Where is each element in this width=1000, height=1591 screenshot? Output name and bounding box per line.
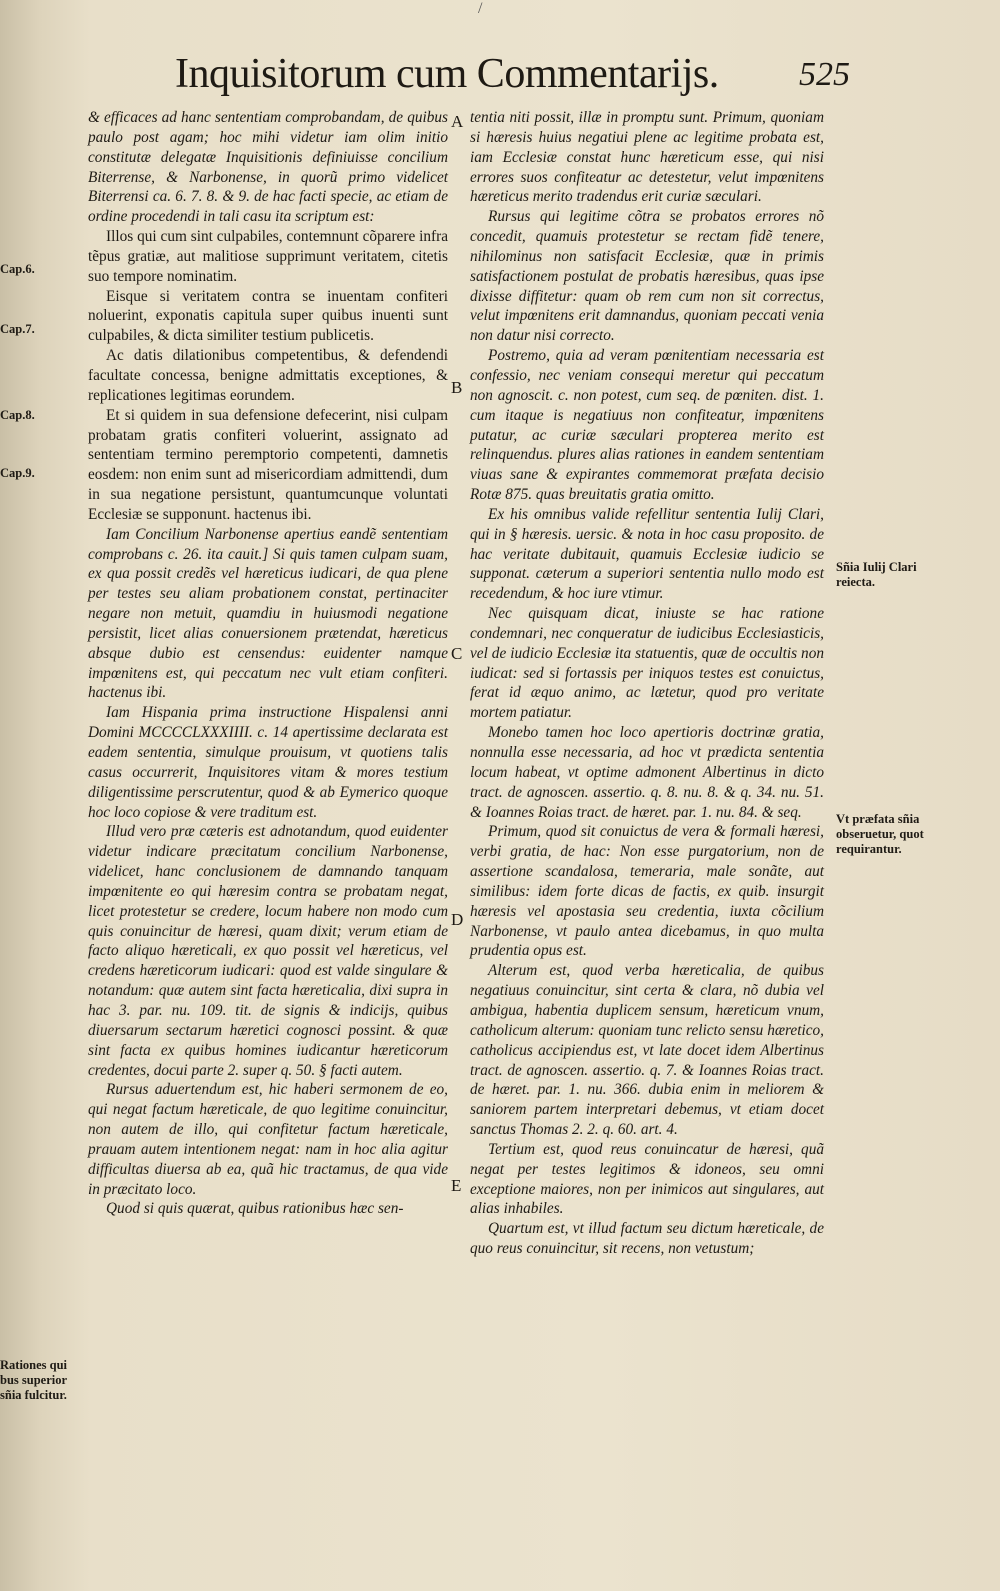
right-text-column xyxy=(470,108,824,1259)
paragraph: tentia niti possit, illæ in promptu sunt. Primum, quoniam si hæresis huius negatiui plene ac legitime probata est, iam Ecclesiæ constat hunc hæreticum esse, qui nisi errores suos confiteatur ac detestetur, velut impœnitens hæreticus merito tradendus erit curiæ sæculari. xyxy=(470,109,824,206)
paragraph: Rursus aduertendum est, hic haberi sermonem de eo, qui negat factum hæreticale, de quo legitime conuincitur, non autem de illo, qui confitetur factum hæreticale, prauam autem intentionem negat: nam in hoc alia agitur difficultas diuersa ab ea, quã hic tractamus, de qua vide in præcitato loco. xyxy=(88,1081,448,1198)
paragraph: Illos qui cum sint culpabiles, contemnunt cõparere infra tẽpus gratiæ, aut malitiose supprimunt veritatem, citetis suo tempore nominatim. xyxy=(88,228,448,285)
paragraph: Quartum est, vt illud factum seu dictum hæreticale, de quo reus conuincitur, sit recens, non vetustum; xyxy=(470,1220,824,1258)
margin-note-sententia-iulii: Sñia Iulij Clari reiecta. xyxy=(836,560,917,589)
paragraph: Iam Concilium Narbonense apertius eandẽ sententiam comprobans c. 26. ita cauit.] Si quis tamen culpam suam, ex qua possit credẽs vel hæreticus iudicari, de qua plene per testes seu aliam probationem constat, pertinaciter negare non metuit, quamdiu in huiusmodi negatione persistit, licet alias conuersionem prætendat, hæreticus absque dubio est censendus: euidenter namque impœnitens est, qui peccatum nec vult etiam confiteri. hactenus ibi. xyxy=(88,525,448,702)
paragraph: Iam Hispania prima instructione Hispalensi anni Domini MCCCCLXXXIIII. c. 14 apertissime declarata est eadem sententia, simulque prouisum, vt quotiens talis casus occurrerit, Inquisitores vitam & mores testium diligentissime perscrutentur, quod & ab Eymerico quoque hoc loco copiose & vere traditum est. xyxy=(88,704,448,821)
paragraph: Ex his omnibus valide refellitur sententia Iulij Clari, qui in § hæresis. uersic. & nota in hoc casu proposito. de hac veritate dubitauit, quamuis Ecclesiæ iudicio se supponat. cæterum a superiori sententia nullo modo est recedendum, & hoc iure vtimur. xyxy=(470,505,824,603)
margin-note-cap8: Cap.8. xyxy=(0,408,35,422)
paragraph: Tertium est, quod reus conuincatur de hæresi, quã negat per testes legitimos & idoneos, seu omni exceptione maiores, non per inimicos aut singulares, aut alias inhabiles. xyxy=(470,1140,824,1218)
paragraph: Ac datis dilationibus competentibus, & defendendi facultate concessa, benigne admittatis exceptiones, & replicationes legitimas eorundem. xyxy=(88,347,448,404)
left-text-column xyxy=(88,108,448,1219)
paragraph: Nec quisquam dicat, iniuste se hac ratione condemnari, nec conqueratur de iudicibus Ecclesiasticis, vel de iudicio Ecclesiæ ita statuentis, quæ de occultis non iudicat: sed si fortassis per iniquos testes est conuictus, ferat id æquo animo, ac lætetur, quod pro veritate mortem patiatur. xyxy=(470,605,824,722)
section-letter-b: B xyxy=(451,378,463,397)
margin-note-cap9: Cap.9. xyxy=(0,466,35,480)
top-mark: / xyxy=(478,0,483,17)
page-number: 525 xyxy=(799,56,850,93)
running-header xyxy=(170,50,850,110)
paragraph: Primum, quod sit conuictus de vera & formali hæresi, verbi gratia, de hac: Non esse purgatorium, non de assertione scandalosa, temeraria, male sonãte, aut similibus: idem forte dicas de factis, ex quib. insurgit hæresis vel apostasia seu credentia, iuxta cõcilium Narbonense, vt paulo antea dicebamus, in quo multa prudentia opus est. xyxy=(470,823,824,960)
paragraph: & efficaces ad hanc sententiam comprobandam, de quibus paulo post agam; hoc mihi videtur iam olim initio constitutæ delegatæ Inquisitionis definiuisse concilium Biterrense, & Narbonense, in quorũ primo videlicet Biterrensi ca. 6. 7. 8. & 9. de hac facti specie, ac etiam de ordine procedendi in tali casu ita scriptum est: xyxy=(88,109,448,226)
paragraph: Eisque si veritatem contra se inuentam confiteri noluerint, exponatis capitula super quibus inuenti sunt culpabiles, & dicta similiter testium publicetis. xyxy=(88,287,448,345)
paragraph: Illud vero præ cæteris est adnotandum, quod euidenter videtur indicare præcitatum concilium Narbonense, videlicet, hanc conclusionem de damnando tanquam impœnitente eo qui hæresim contra se probatam negat, licet protestetur se credere, locum habere non modo cum quis conuincitur de hæresi, quam dixit; verum etiam de facto aliquo hæreticali, ex quo possit vel hæreticus, vel credens hæreticorum iudicari: quod est valde singulare & notandum: quæ autem sint facta hæreticalia, dixi supra in hac 3. par. nu. 109. tit. de signis & indicijs, quibus diuersarum sectarum hæretici cognosci possint. & quæ sint facta ex quibus homines iudicantur hæreticorum credentes, docui parte 2. super q. 50. § facti autem. xyxy=(88,823,448,1079)
section-letter-c: C xyxy=(451,644,463,663)
paragraph: Et si quidem in sua defensione defecerint, nisi culpam probatam gratis confiteri voluerint, assignato ad sententiam termino peremptorio competenti, damnetis eosdem: non enim sunt ad misericordiam admittendi, dum in sua negatione persistunt, quantumcunque voluntati Ecclesiæ se supponunt. hactenus ibi. xyxy=(88,406,448,523)
running-title: Inquisitorum cum Commentarijs. xyxy=(175,51,719,97)
section-letter-e: E xyxy=(451,1176,462,1195)
margin-note-cap6: Cap.6. xyxy=(0,262,35,276)
margin-note-rationes: Rationes qui bus superior sñia fulcitur. xyxy=(0,1358,68,1402)
section-letter-a: A xyxy=(451,112,464,131)
section-letter-d: D xyxy=(451,910,464,929)
margin-note-cap7: Cap.7. xyxy=(0,322,35,336)
paragraph: Postremo, quia ad veram pœnitentiam necessaria est confessio, nec veniam consequi meretur qui peccatum non agnoscit. c. non potest, cum seq. de pœniten. dist. 1. cum itaque is negatiuus non confiteatur, impœnitens putatur, ac curiæ sæculari propterea merito est relinquendus. plures alias rationes in eandem sententiam viuas sane & expirantes commemorat præfata decisio Rotæ 875. quas breuitatis gratia omitto. xyxy=(470,347,824,504)
paragraph: Quod si quis quærat, quibus rationibus hæc sen- xyxy=(106,1200,404,1218)
paragraph: Monebo tamen hoc loco apertioris doctrinæ gratia, nonnulla esse necessaria, ad hoc vt prædicta sententia locum habeat, vt optime admonent Albertinus in dicto tract. de agnoscen. assertio. q. 8. nu. 8. & q. 34. nu. 51. & Ioannes Roias tract. de hæret. par. 1. nu. 84. & seq. xyxy=(470,724,824,821)
paragraph: Rursus qui legitime cõtra se probatos errores nõ concedit, quamuis protestetur se rectam fidẽ tenere, nihilominus non satisfacit Ecclesiæ, quæ in primis satisfactionem postulat de probatis hæresibus, quas ipse dixisse diffitetur: quam ob rem cum non sit correctus, velut impœnitens erit damnandus, quoniam peccati venia non datur nisi correcto. xyxy=(470,208,824,345)
paragraph: Alterum est, quod verba hæreticalia, de quibus negatiuus conuincitur, sint certa & clara, nõ dubia vel ambigua, habentia duplicem sensum, hæreticum vnum, catholicum alterum: quoniam tunc relicto sensu hæretico, catholicus accipiendus est, vt late docet idem Albertinus tract. de agnoscen. assertio. q. 7. & Ioannes Roias tract. de hæret. par. 1. nu. 366. dubia enim in meliorem & saniorem partem interpretari debemus, vt etiam docet sanctus Thomas 2. 2. q. 60. art. 4. xyxy=(470,962,824,1139)
margin-note-vt-praefata: Vt præfata sñia obseruetur, quot requirantur. xyxy=(836,812,924,856)
